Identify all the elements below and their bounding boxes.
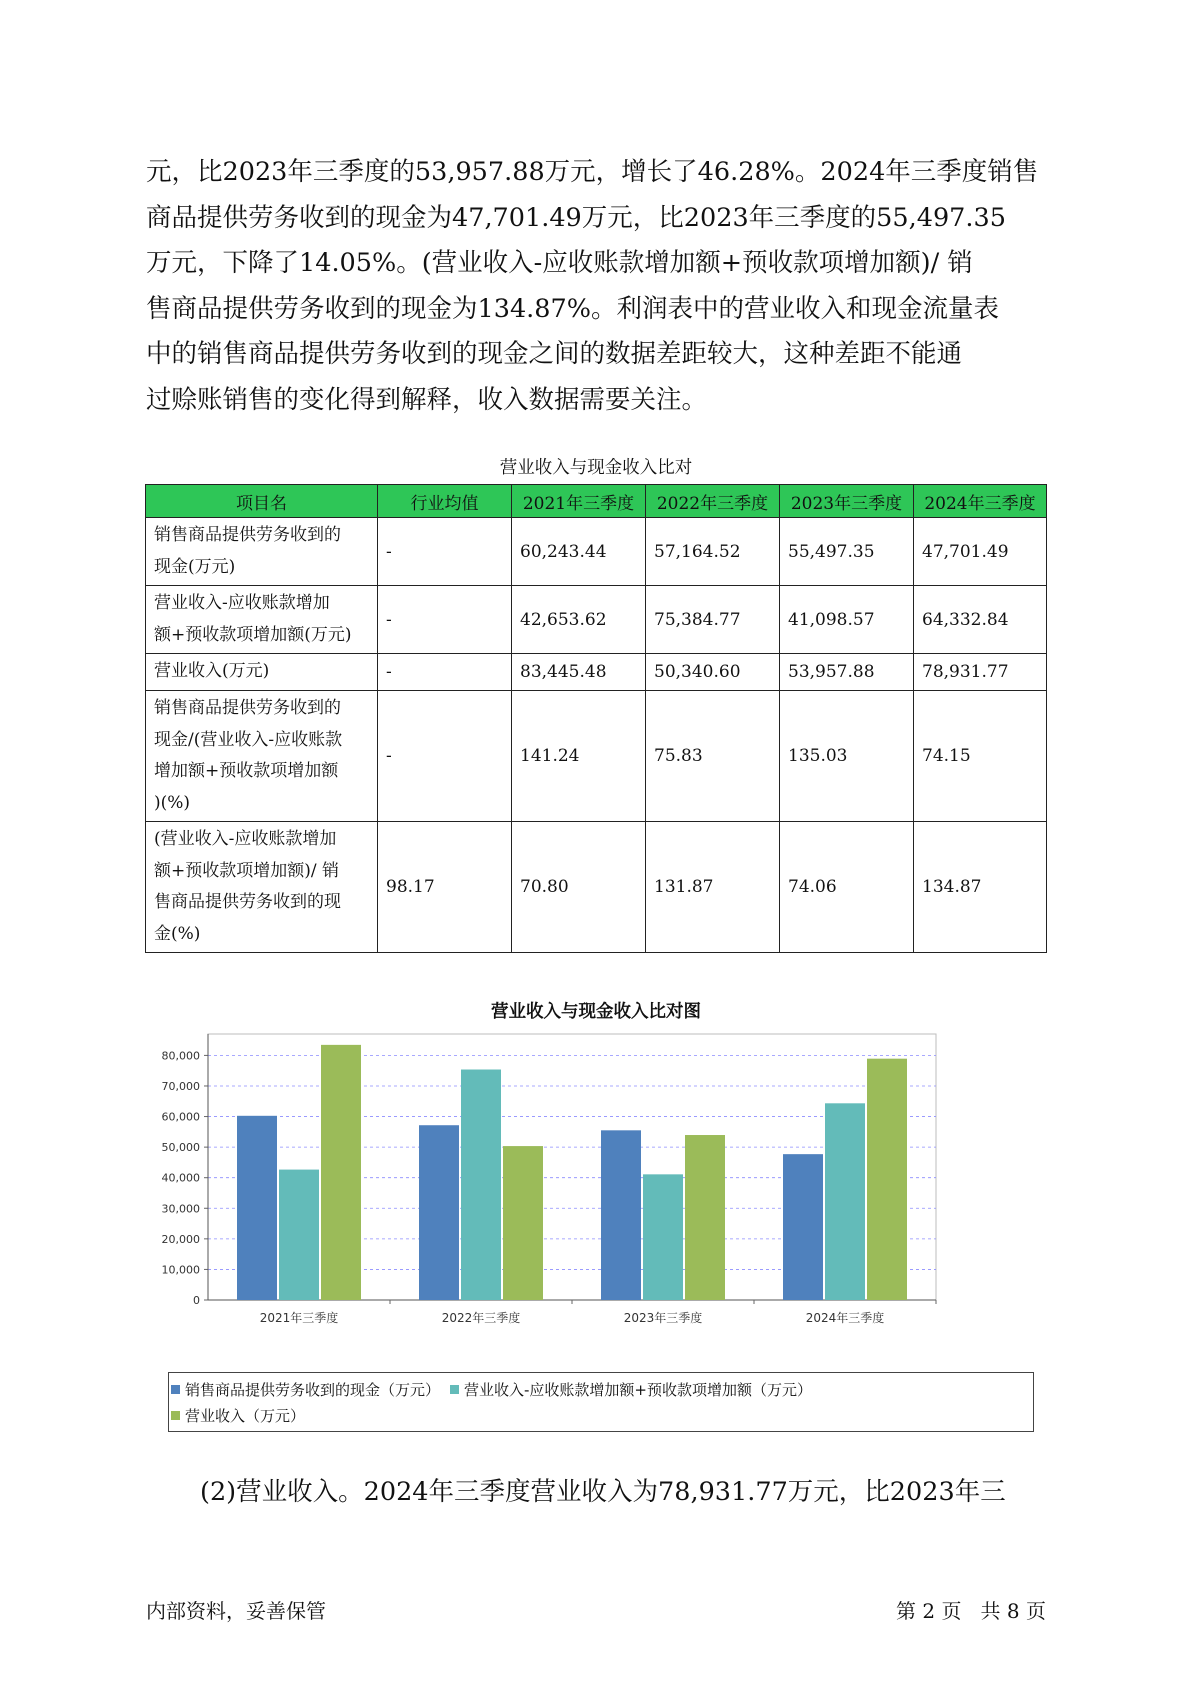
revenue-cash-bar-chart <box>160 1030 1020 1360</box>
item-name-line: 营业收入(万元) <box>154 661 270 682</box>
y-tick-label: 10,000 <box>161 1263 200 1277</box>
legend-item <box>450 1377 812 1403</box>
y-tick-label: 80,000 <box>161 1049 200 1063</box>
paragraph-line: 售商品提供劳务收到的现金为134.87%。利润表中的营业收入和现金流量表 <box>146 293 999 324</box>
y-tick-label: 30,000 <box>161 1202 200 1216</box>
item-name-line: 销售商品提供劳务收到的 <box>154 525 341 545</box>
table-cell: 83,445.48 <box>512 654 646 691</box>
chart-legend <box>168 1372 1034 1432</box>
table-cell: 42,653.62 <box>512 586 646 654</box>
item-name-line: 销售商品提供劳务收到的 <box>154 698 341 718</box>
table-cell: 131.87 <box>646 822 780 953</box>
table-cell: 53,957.88 <box>780 654 914 691</box>
row-item-name <box>146 518 378 586</box>
item-name-line: 售商品提供劳务收到的现 <box>154 892 341 912</box>
x-tick-label: 2022年三季度 <box>441 1311 521 1325</box>
paragraph-line: 中的销售商品提供劳务收到的现金之间的数据差距较大，这种差距不能通 <box>146 339 963 369</box>
paragraph-line: 万元，下降了14.05%。(营业收入-应收账款增加额+预收款项增加额)/ 销 <box>146 248 973 278</box>
table-cell: 50,340.60 <box>646 654 780 691</box>
table-cell: 55,497.35 <box>780 518 914 586</box>
item-name-line: 营业收入-应收账款增加 <box>154 593 330 613</box>
legend-swatch <box>171 1385 180 1394</box>
header-item-name: 项目名 <box>146 485 378 518</box>
paragraph-line: (2)营业收入。2024年三季度营业收入为78,931.77万元，比2023年三 <box>200 1477 1006 1507</box>
item-name-line: (营业收入-应收账款增加 <box>154 829 337 849</box>
footer-confidential-note: 内部资料，妥善保管 <box>146 1599 326 1623</box>
table-row <box>146 691 1047 822</box>
item-name-line: 现金(万元) <box>154 556 236 577</box>
table-row <box>146 586 1047 654</box>
item-name-line: )(%) <box>154 792 191 813</box>
x-tick-label: 2023年三季度 <box>623 1311 703 1325</box>
bar <box>461 1070 501 1300</box>
x-tick-label: 2024年三季度 <box>805 1311 885 1325</box>
bar <box>321 1045 361 1300</box>
y-tick-label: 70,000 <box>161 1079 200 1093</box>
header-industry-average: 行业均值 <box>378 485 512 518</box>
bar <box>867 1059 907 1300</box>
table-row <box>146 654 1047 691</box>
row-item-name <box>146 822 378 953</box>
table-cell: 74.06 <box>780 822 914 953</box>
item-name-line: 额+预收款项增加额)/ 销 <box>154 860 340 881</box>
header-2021-q3: 2021年三季度 <box>512 485 646 518</box>
y-tick-label: 40,000 <box>161 1171 200 1185</box>
table-cell: 75.83 <box>646 691 780 822</box>
row-item-name <box>146 691 378 822</box>
bar <box>685 1135 725 1300</box>
table-cell: 134.87 <box>914 822 1047 953</box>
table-row <box>146 518 1047 586</box>
item-name-line: 金(%) <box>154 923 201 944</box>
table-cell: 78,931.77 <box>914 654 1047 691</box>
table-cell: - <box>378 654 512 691</box>
intro-paragraph <box>146 150 1046 423</box>
x-tick-label: 2021年三季度 <box>259 1311 339 1325</box>
legend-label: 营业收入-应收账款增加额+预收款项增加额（万元） <box>464 1381 812 1399</box>
legend-item <box>171 1403 305 1429</box>
table-cell: 47,701.49 <box>914 518 1047 586</box>
revenue-cash-table <box>145 484 1047 953</box>
header-2024-q3: 2024年三季度 <box>914 485 1047 518</box>
table-cell: 60,243.44 <box>512 518 646 586</box>
bar <box>825 1103 865 1300</box>
table-row <box>146 822 1047 953</box>
table-cell: 135.03 <box>780 691 914 822</box>
table-cell: 98.17 <box>378 822 512 953</box>
y-tick-label: 0 <box>193 1294 200 1307</box>
header-2023-q3: 2023年三季度 <box>780 485 914 518</box>
table-cell: 57,164.52 <box>646 518 780 586</box>
legend-item <box>171 1377 440 1403</box>
item-name-line: 现金/(营业收入-应收账款 <box>154 729 343 750</box>
section-paragraph <box>146 1470 1046 1516</box>
bar <box>503 1146 543 1300</box>
y-tick-label: 50,000 <box>161 1141 200 1155</box>
paragraph-line: 商品提供劳务收到的现金为47,701.49万元，比2023年三季度的55,497.35 <box>146 202 1006 233</box>
paragraph-line: 元，比2023年三季度的53,957.88万元，增长了46.28%。2024年三季度销售 <box>146 157 1039 187</box>
item-name-line: 额+预收款项增加额(万元) <box>154 624 352 645</box>
paragraph-line: 过赊账销售的变化得到解释，收入数据需要关注。 <box>146 384 708 415</box>
table-cell: 70.80 <box>512 822 646 953</box>
table-cell: 41,098.57 <box>780 586 914 654</box>
bar <box>419 1125 459 1300</box>
bar <box>279 1170 319 1300</box>
row-item-name <box>146 654 378 691</box>
table-cell: - <box>378 518 512 586</box>
y-tick-label: 20,000 <box>161 1232 200 1246</box>
legend-label: 营业收入（万元） <box>185 1407 306 1425</box>
bar <box>601 1130 641 1300</box>
item-name-line: 增加额+预收款项增加额 <box>154 761 339 781</box>
table-cell: 75,384.77 <box>646 586 780 654</box>
legend-label: 销售商品提供劳务收到的现金（万元） <box>185 1381 441 1399</box>
table-cell: 141.24 <box>512 691 646 822</box>
bar <box>783 1154 823 1300</box>
table-cell: - <box>378 586 512 654</box>
bar <box>237 1116 277 1300</box>
table-cell: 64,332.84 <box>914 586 1047 654</box>
table-cell: 74.15 <box>914 691 1047 822</box>
y-tick-label: 60,000 <box>161 1110 200 1124</box>
table-caption: 营业收入与现金收入比对 <box>499 458 693 478</box>
footer-page-number: 第 2 页 共 8 页 <box>896 1599 1046 1623</box>
table-header-row <box>146 485 1047 518</box>
table-cell: - <box>378 691 512 822</box>
chart-title: 营业收入与现金收入比对图 <box>491 1002 701 1022</box>
legend-swatch <box>450 1385 459 1394</box>
header-2022-q3: 2022年三季度 <box>646 485 780 518</box>
row-item-name <box>146 586 378 654</box>
bar <box>643 1174 683 1300</box>
legend-swatch <box>171 1411 180 1420</box>
